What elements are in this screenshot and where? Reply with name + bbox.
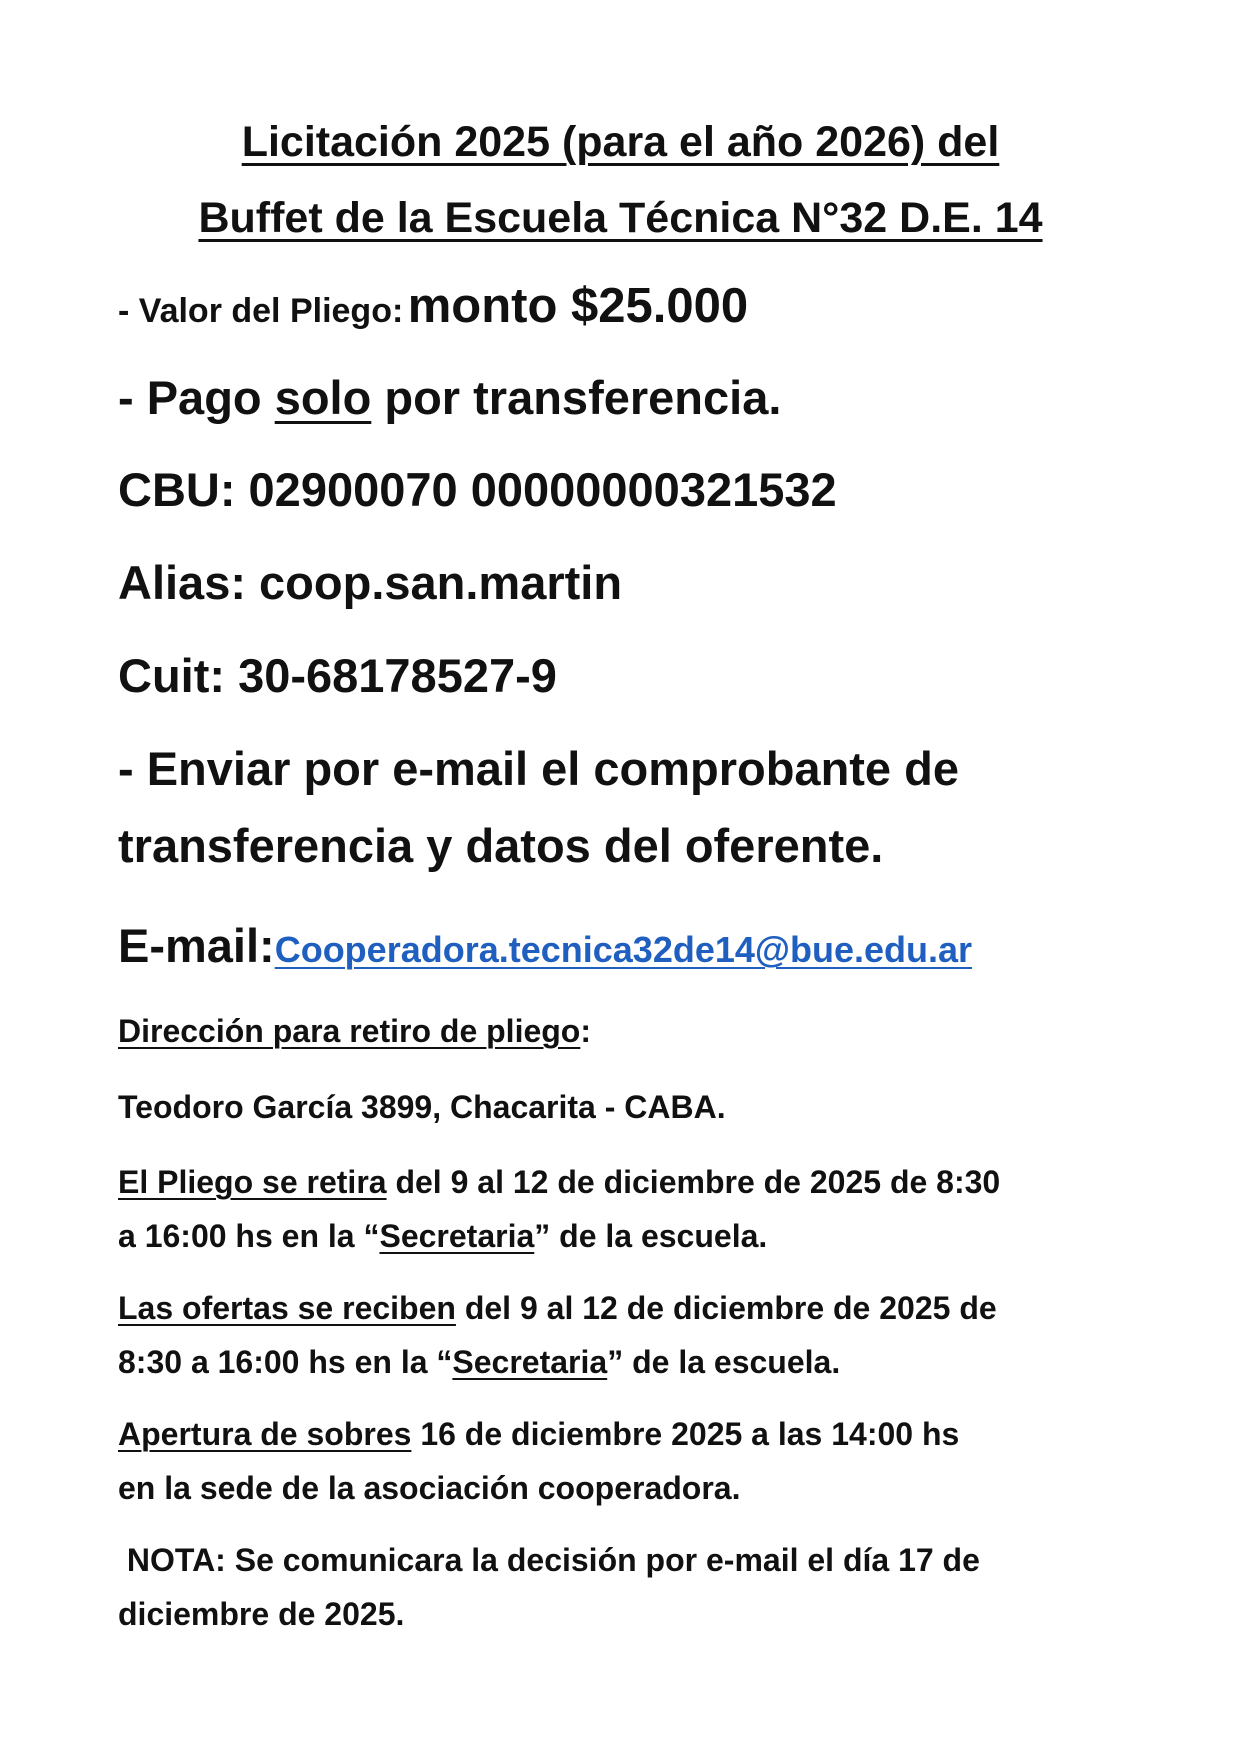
enviar-line-2: transferencia y datos del oferente.: [118, 819, 884, 872]
ofertas-line2-pre: 8:30 a 16:00 hs en la “: [118, 1344, 453, 1380]
valor-label: - Valor del Pliego:: [118, 292, 404, 330]
pago-prefix: - Pago: [118, 371, 275, 424]
retiro-rest: del 9 al 12 de diciembre de 2025 de 8:30: [386, 1164, 1001, 1200]
direccion-label: Dirección para retiro de pliego: [118, 1013, 581, 1049]
retiro-line-1: [118, 1155, 1000, 1209]
nota-line-2: diciembre de 2025.: [118, 1596, 405, 1632]
valor-amount: monto $25.000: [407, 279, 749, 333]
ofertas-line2-post: ” de la escuela.: [607, 1344, 841, 1380]
direccion-colon: :: [580, 1013, 591, 1049]
ofertas-rest: del 9 al 12 de diciembre de 2025 de: [455, 1290, 997, 1326]
alias-line: Alias: coop.san.martin: [118, 556, 623, 609]
ofertas-line-2: [118, 1335, 840, 1389]
title-line-2: Buffet de la Escuela Técnica N°32 D.E. 14: [198, 194, 1043, 242]
ofertas-label: Las ofertas se reciben: [118, 1290, 456, 1326]
ofertas-line-1: [118, 1281, 997, 1335]
retiro-line2-post: ” de la escuela.: [534, 1218, 768, 1254]
title-line-1: Licitación 2025 (para el año 2026) del: [241, 118, 1000, 166]
enviar-line-1: - Enviar por e-mail el comprobante de: [118, 742, 959, 795]
retiro-secretaria: Secretaria: [379, 1218, 535, 1254]
apertura-label: Apertura de sobres: [118, 1416, 412, 1452]
apertura-line-2: en la sede de la asociación cooperadora.: [118, 1470, 741, 1506]
email-link[interactable]: Cooperadora.tecnica32de14@bue.edu.ar: [274, 929, 973, 970]
direccion-heading: [118, 1004, 591, 1058]
document-title: [0, 104, 1241, 256]
cbu-line: CBU: 02900070 00000000321532: [118, 463, 837, 516]
apertura-rest: 16 de diciembre 2025 a las 14:00 hs: [411, 1416, 960, 1452]
apertura-line-1: [118, 1407, 959, 1461]
email-label: E-mail:: [118, 919, 275, 972]
pago-line: [118, 370, 781, 425]
ofertas-secretaria: Secretaria: [452, 1344, 608, 1380]
email-line: [118, 918, 972, 973]
valor-pliego: [118, 278, 748, 334]
retiro-line-2: [118, 1209, 767, 1263]
nota-line-1: NOTA: Se comunicara la decisión por e-mail el día 17 de: [118, 1542, 980, 1578]
retiro-label: El Pliego se retira: [118, 1164, 387, 1200]
retiro-line2-pre: a 16:00 hs en la “: [118, 1218, 380, 1254]
pago-suffix: por transferencia.: [371, 371, 782, 424]
direccion-address: Teodoro García 3899, Chacarita - CABA.: [118, 1089, 726, 1125]
pago-underlined: solo: [274, 371, 372, 424]
cuit-line: Cuit: 30-68178527-9: [118, 649, 557, 702]
